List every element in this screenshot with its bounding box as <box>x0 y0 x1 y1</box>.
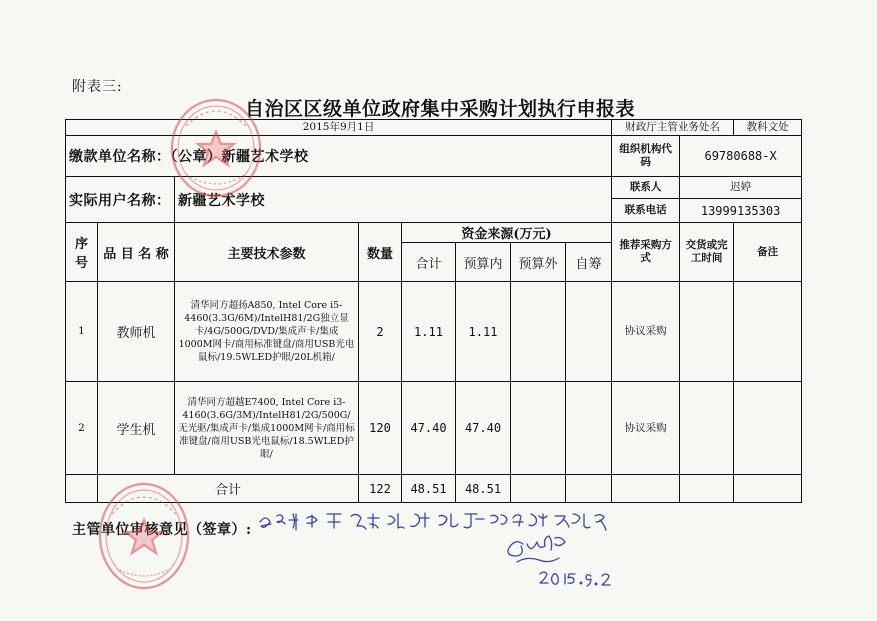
row-out-budget <box>511 382 566 475</box>
procurement-form-table <box>65 119 802 503</box>
attachment-label: 附表三: <box>72 79 123 95</box>
row-self <box>566 282 612 382</box>
col-remarks: 备注 <box>734 223 802 282</box>
org-code-label: 组织机构代码 <box>612 136 680 177</box>
col-in-budget: 预算内 <box>456 243 511 282</box>
summary-total: 48.51 <box>402 475 456 503</box>
row-delivery <box>680 382 734 475</box>
row-in-budget: 1.11 <box>456 282 511 382</box>
summary-row <box>66 475 802 503</box>
payer-cell <box>66 136 612 177</box>
payer-row <box>66 136 802 177</box>
col-delivery: 交货或完工时间 <box>680 223 734 282</box>
org-code-value: 69780688-X <box>680 136 802 177</box>
summary-label: 合计 <box>98 475 359 503</box>
row-no: 2 <box>66 382 98 475</box>
col-total: 合计 <box>402 243 456 282</box>
column-header-row-1 <box>66 223 802 243</box>
form-date: 2015年9月1日 <box>66 120 612 136</box>
col-no: 序号 <box>66 223 98 282</box>
row-self <box>566 382 612 475</box>
row-qty: 120 <box>359 382 402 475</box>
table-row <box>66 382 802 475</box>
phone-label: 联系电话 <box>612 199 680 223</box>
summary-in-budget: 48.51 <box>456 475 511 503</box>
payer-label: 缴款单位名称： <box>69 149 171 165</box>
summary-remarks <box>734 475 802 503</box>
summary-blank <box>66 475 98 503</box>
contact-value: 迟婷 <box>680 177 802 199</box>
table-row <box>66 282 802 382</box>
row-no: 1 <box>66 282 98 382</box>
summary-delivery <box>680 475 734 503</box>
user-row-top <box>66 177 802 199</box>
row-out-budget <box>511 282 566 382</box>
row-in-budget: 47.40 <box>456 382 511 475</box>
row-method: 协议采购 <box>612 382 680 475</box>
meta-row <box>66 120 802 136</box>
payer-value: （公章）新疆艺术学校 <box>170 149 309 165</box>
contact-label: 联系人 <box>612 177 680 199</box>
col-out-budget: 预算外 <box>511 243 566 282</box>
col-item: 品 目 名 称 <box>98 223 175 282</box>
col-qty: 数量 <box>359 223 402 282</box>
user-value: 新疆艺术学校 <box>175 177 612 223</box>
row-item: 学生机 <box>98 382 175 475</box>
review-label: 主管单位审核意见（签章）: <box>72 522 252 538</box>
row-remarks <box>734 282 802 382</box>
summary-self <box>566 475 612 503</box>
col-params: 主要技术参数 <box>175 223 359 282</box>
phone-value: 13999135303 <box>680 199 802 223</box>
col-method: 推荐采购方式 <box>612 223 680 282</box>
row-delivery <box>680 282 734 382</box>
summary-out-budget <box>511 475 566 503</box>
col-self: 自筹 <box>566 243 612 282</box>
dept-value: 教科文处 <box>734 120 802 136</box>
row-method: 协议采购 <box>612 282 680 382</box>
summary-method <box>612 475 680 503</box>
document-title: 自治区区级单位政府集中采购计划执行申报表 <box>245 98 636 120</box>
row-item: 教师机 <box>98 282 175 382</box>
row-qty: 2 <box>359 282 402 382</box>
dept-label: 财政厅主管业务处名 <box>612 120 734 136</box>
user-label: 实际用户名称： <box>66 177 175 223</box>
summary-qty: 122 <box>359 475 402 503</box>
row-remarks <box>734 382 802 475</box>
row-params: 清华同方超扬A850, Intel Core i5-4460(3.3G/6M)/IntelH81/2G独立显卡/4G/500G/DVD/集成声卡/集成1000M网卡/商用标准键盘/商用USB光电鼠标/19.5WLED护眼/20L机箱/ <box>175 282 359 382</box>
row-params: 清华同方超越E7400, Intel Core i3-4160(3.6G/3M)/IntelH81/2G/500G/无光驱/集成声卡/集成1000M网卡/商用标准键盘/商用USB光电鼠标/18.5WLED护眼/ <box>175 382 359 475</box>
col-funds: 资金来源(万元) <box>402 223 612 243</box>
handwritten-approval <box>255 508 675 598</box>
row-total: 47.40 <box>402 382 456 475</box>
row-total: 1.11 <box>402 282 456 382</box>
